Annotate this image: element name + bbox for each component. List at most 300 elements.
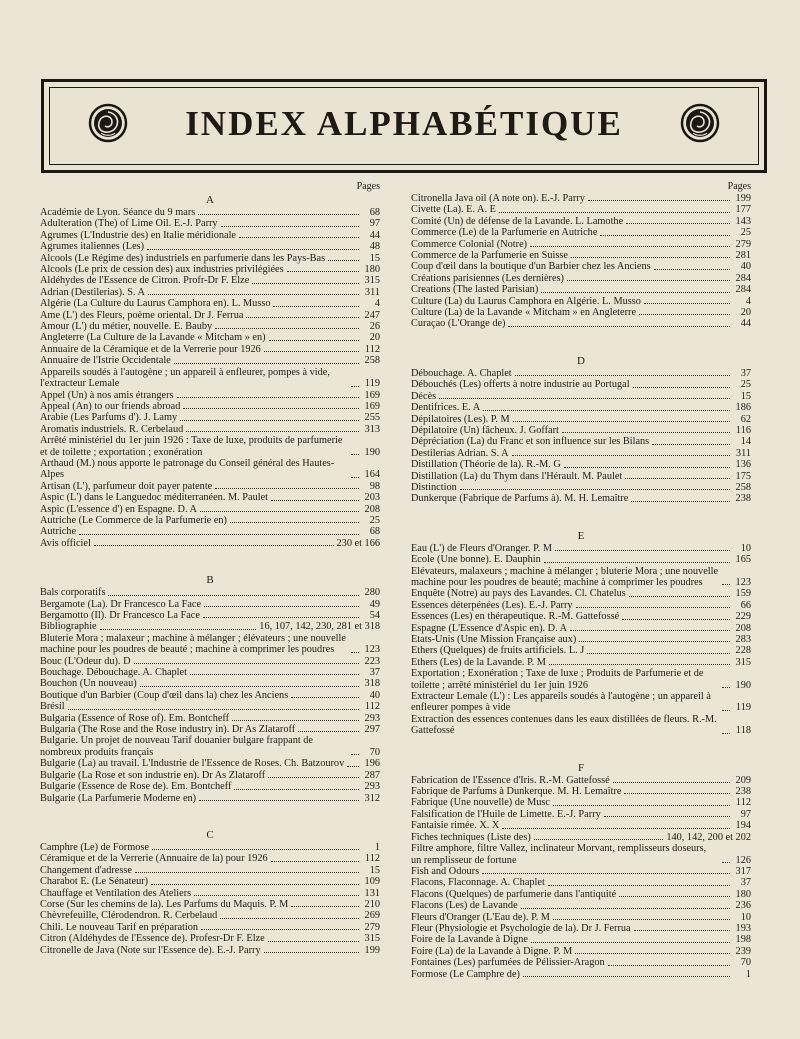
index-entry [411,877,751,888]
entry-page-number: 208 [364,503,380,515]
entry-title: Espagne (L'Essence d'Aspic en). D. A [411,622,568,634]
entry-title: Ame (L') des Fleurs, poème oriental. Dr J. Ferrua [40,309,244,321]
leader-dots [722,584,730,585]
entry-title: Bibliographie [40,621,97,633]
leader-dots [351,477,359,478]
entry-title: Annuaire de l'Istrie Occidentale [40,355,171,367]
entry-title: Formose (Le Camphre de) [411,968,520,980]
index-entry [411,668,751,691]
entry-page-number: 16, 107, 142, 230, 281 et 318 [259,621,380,633]
index-entry [40,633,380,656]
entry-title: Bulgaria (Essence of Rose of). Em. Bontcheff [40,712,230,724]
entry-title: Arabie (Les Parfums d'). J. Lamy [40,412,178,424]
leader-dots [135,872,359,873]
leader-dots [654,269,730,270]
leader-dots [575,953,730,954]
entry-title: Ecole (Une bonne). E. Dauphin [411,554,541,566]
index-entry [40,922,380,933]
leader-dots [239,237,359,238]
index-section [411,737,751,980]
entry-page-number: 49 [369,598,380,610]
entry-title: Dépilatoire (Un) fâcheux. J. Goffart [411,424,559,436]
entry-page-number: 37 [740,877,751,889]
entry-page-number: 311 [364,286,380,298]
entry-page-number: 4 [745,295,751,307]
leader-dots [548,885,730,886]
index-section [40,549,380,804]
leader-dots [151,884,359,885]
index-entry [40,621,380,632]
entry-page-number: 238 [735,493,751,505]
leader-dots [291,906,359,907]
index-entry [40,587,380,598]
entry-title: Dépilatoires (Les). P. M [411,413,510,425]
entry-title: Fiches techniques (Liste des) [411,831,531,843]
entry-title: Bulgaria (The Rose and the Rose industry in). Dr As Zlataroff [40,724,296,736]
entry-page-number: 164 [364,469,380,481]
entry-page-number: 230 et 166 [336,537,380,549]
entry-title: Chauffage et Ventilation des Ateliers [40,887,192,899]
section-letter: B [206,574,214,587]
entry-title: Bouchage. Débouchage. A. Chaplet [40,667,187,679]
entry-page-number: 126 [735,854,751,866]
entry-page-number: 280 [364,587,380,599]
entry-title: Coup d'œil dans la boutique d'un Barbier chez les Anciens [411,261,651,273]
leader-dots [273,306,359,307]
entry-page-number: 236 [735,900,751,912]
entry-title: Débouchés (Les) offerts à notre industrie au Portugal [411,379,630,391]
entry-page-number: 123 [364,644,380,656]
entry-title: Artisan (L'), parfumeur doit payer patente [40,480,213,492]
index-entry [411,216,751,227]
entry-page-number: 210 [364,898,380,910]
leader-dots [513,421,730,422]
entry-page-number: 97 [369,218,380,230]
index-entry [40,793,380,804]
index-entry [411,657,751,668]
leader-dots [186,431,359,432]
leader-dots [629,596,730,597]
index-entry [40,275,380,286]
entry-title: Essences (Les) en thérapeutique. R.-M. Gattefossé [411,611,620,623]
leader-dots [512,455,730,456]
leader-dots [351,386,359,387]
leader-dots [147,249,359,250]
entry-title: Extracteur Lemale (L') : Les appareils soudés à l'autogène ; un appareil à enfleurer pompes à vide [411,691,711,714]
index-entry [40,758,380,769]
leader-dots [722,733,730,734]
index-entry [411,204,751,215]
leader-dots [152,849,359,850]
leader-dots [639,314,730,315]
entry-title: Bergamote (La). Dr Francesco La Face [40,598,202,610]
index-entry [411,239,751,250]
leader-dots [174,363,359,364]
index-entry [40,701,380,712]
entry-title: Filtre amphore, filtre Vallez, inclinateur Morvant, remplisseurs doseurs, un remplisseur de fortune [411,843,707,866]
entry-page-number: 190 [735,679,751,691]
index-entry [411,611,751,622]
entry-page-number: 14 [740,436,751,448]
index-entry [411,832,751,843]
leader-dots [198,214,359,215]
leader-dots [291,697,359,698]
index-entry [40,865,380,876]
entry-page-number: 4 [374,298,380,310]
leader-dots [549,664,730,665]
index-entry [411,889,751,900]
index-section [40,193,380,549]
leader-dots [571,257,730,258]
index-entry [411,227,751,238]
entry-page-number: 68 [369,526,380,538]
entry-title: Bulgarie (La Parfumerie Moderne en) [40,792,197,804]
entry-page-number: 186 [735,402,751,414]
entry-title: Fleurs d'Oranger (L'Eau de). P. M [411,911,550,923]
entry-title: Autriche (Le Commerce de la Parfumerie en) [40,514,227,526]
index-entry [411,809,751,820]
leader-dots [622,619,730,620]
entry-page-number: 131 [364,887,380,899]
leader-dots [108,595,359,596]
entry-title: Enquête (Notre) au pays des Lavandes. Cl. Chatelus [411,588,626,600]
entry-page-number: 196 [364,758,380,770]
entry-title: Ethers (Quelques) de fruits artificiels. L. J [411,645,585,657]
leader-dots [587,653,730,654]
pages-header: Pages [356,181,380,192]
entry-title: Charabot E. (Le Sénateur) [40,876,149,888]
index-entry [40,412,380,423]
entry-title: Chili. Le nouveau Tarif en préparation [40,921,199,933]
leader-dots [523,976,730,977]
entry-page-number: 62 [740,413,751,425]
index-entry [40,538,380,549]
leader-dots [515,375,730,376]
entry-title: Bulgarie (La Rose et son industrie en). Dr As Zlataroff [40,769,266,781]
index-entry [40,770,380,781]
index-section [40,804,380,956]
leader-dots [644,303,730,304]
index-entry [40,424,380,435]
leader-dots [508,326,730,327]
leader-dots [553,805,730,806]
entry-title: Camphre (Le) de Formose [40,841,149,853]
index-entry [411,261,751,272]
index-entry [40,435,380,458]
entry-title: Agrumes (L'Industrie des) en Italie méridionale [40,229,236,241]
index-entry [411,425,751,436]
leader-dots [264,351,359,352]
index-entry [411,402,751,413]
entry-page-number: 284 [735,272,751,284]
index-entry [40,876,380,887]
leader-dots [180,420,359,421]
index-entry [40,910,380,921]
index-entry [411,969,751,980]
index-entry [40,599,380,610]
index-entry [40,735,380,758]
entry-page-number: 25 [740,379,751,391]
leader-dots [600,235,730,236]
entry-page-number: 258 [735,481,751,493]
entry-page-number: 175 [735,470,751,482]
entry-title: Corse (Sur les chemins de la). Les Parfums du Maquis. P. M [40,898,289,910]
entry-title: Essences déterpénées (Les). E.-J. Parry [411,599,573,611]
entry-title: Bluterie Mora ; malaxeur ; machine à mélanger ; élévateurs ; une nouvelle machine pour les poudres de beauté ; machine à comprimer les poudres [40,632,346,656]
page-title: INDEX ALPHABÉTIQUE [185,104,623,143]
index-entry [40,321,380,332]
title-banner [41,79,767,173]
leader-dots [531,942,730,943]
leader-dots [204,606,359,607]
leader-dots [230,522,359,523]
index-entry [411,634,751,645]
entry-page-number: 283 [735,634,751,645]
index-entry [40,526,380,537]
leader-dots [215,328,359,329]
entry-title: Falsification de l'Huile de Limette. E.-J. Parry [411,808,601,820]
leader-dots [541,292,730,293]
index-entry [40,332,380,343]
leader-dots [94,545,334,546]
leader-dots [199,800,359,801]
entry-title: Exportation ; Exonération ; Taxe de luxe ; Produits de Parfumerie et de toilette ; arrêté ministériel du 1er juin 1926 [411,668,704,691]
entry-page-number: 279 [364,921,380,933]
entry-title: Citronella Java oil (A note on). E.-J. Parry [411,193,585,204]
entry-page-number: 165 [735,554,751,566]
leader-dots [220,918,359,919]
leader-dots [215,488,359,489]
index-entry [40,253,380,264]
leader-dots [246,317,359,318]
index-entry [411,193,751,204]
entry-title: Fabrication de l'Essence d'Iris. R.-M. Gattefossé [411,774,610,786]
index-entry [40,355,380,366]
leader-dots [588,200,730,201]
index-entry [411,691,751,714]
entry-page-number: 15 [740,390,751,402]
index-column-left [40,180,380,956]
entry-title: Aldéhydes de l'Essence de Citron. Profr-Dr F. Elze [40,275,250,287]
entry-page-number: 112 [364,343,380,355]
entry-title: Appel (Un) à nos amis étrangers [40,389,174,401]
index-entry [411,273,751,284]
entry-page-number: 269 [364,910,380,922]
index-entry [40,945,380,956]
entry-title: Fabrique (Une nouvelle) de Musc [411,797,550,809]
index-section [411,193,751,330]
entry-page-number: 194 [735,820,751,832]
leader-dots [194,895,359,896]
index-entry [411,957,751,968]
entry-title: Curaçao (L'Orange de) [411,318,506,330]
leader-dots [579,641,730,642]
leader-dots [351,754,359,755]
leader-dots [530,246,730,247]
leader-dots [619,896,730,897]
leader-dots [722,862,730,863]
entry-title: Alcools (Le Régime des) industriels en parfumerie dans les Pays-Bas [40,252,326,264]
entry-page-number: 318 [364,678,380,690]
entry-page-number: 66 [740,599,751,611]
index-entry [40,492,380,503]
entry-page-number: 315 [735,656,751,668]
index-entry [411,318,751,329]
index-entry [411,775,751,786]
leader-dots [631,501,730,502]
entry-page-number: 1 [374,841,380,853]
entry-page-number: 40 [740,261,751,273]
index-entry [411,307,751,318]
index-entry [40,298,380,309]
index-entry [411,797,751,808]
index-entry [40,230,380,241]
index-entry [40,401,380,412]
entry-title: Céramique et de la Verrerie (Annuaire de la) pour 1926 [40,853,268,865]
leader-dots [328,260,359,261]
index-entry [40,656,380,667]
entry-page-number: 293 [364,781,380,793]
entry-page-number: 247 [364,309,380,321]
entry-title: Commerce (Le) de la Parfumerie en Autriche [411,227,598,239]
index-entry [40,287,380,298]
leader-dots [190,674,359,675]
entry-title: Aromatis industriels. R. Cerbelaud [40,423,184,435]
entry-title: Adulteration (The) of Lime Oil. E.-J. Parry [40,218,218,230]
entry-title: Bulgarie (Essence de Rose de). Em. Bontcheff [40,781,232,793]
index-entry [411,912,751,923]
entry-page-number: 284 [735,284,751,296]
entry-page-number: 281 [735,250,751,262]
entry-title: Arthaud (M.) nous apporte le patronage du Conseil général des Hautes-Alpes [40,457,335,481]
entry-page-number: 37 [369,667,380,679]
entry-title: Arrêté ministériel du 1er juin 1926 : Taxe de luxe, produits de parfumerie et de toilette ; exportation ; exonération [40,435,343,458]
index-entry [411,843,751,866]
entry-page-number: 223 [364,655,380,667]
leader-dots [624,793,730,794]
index-entry [411,414,751,425]
entry-page-number: 199 [735,193,751,204]
pages-header: Pages [727,181,751,192]
leader-dots [483,410,730,411]
entry-page-number: 15 [369,252,380,264]
entry-page-number: 123 [735,576,751,588]
leader-dots [608,965,730,966]
index-entry [411,588,751,599]
entry-title: Débouchage. A. Chaplet [411,367,512,379]
index-entry [40,390,380,401]
entry-page-number: 40 [369,689,380,701]
entry-title: Culture (La) de la Lavande « Mitcham » en Angleterre [411,307,637,319]
index-entry [411,554,751,565]
entry-title: Chèvrefeuille, Clérodendron. R. Cerbelaud [40,910,218,922]
leader-dots [351,454,359,455]
index-entry [411,820,751,831]
leader-dots [499,212,730,213]
entry-title: Fabrique de Parfums à Dunkerque. M. H. Lemaître [411,786,622,798]
leader-dots [68,709,359,710]
entry-title: Dépréciation (La) du Franc et son influence sur les Bilans [411,436,650,448]
leader-dots [79,534,359,535]
leader-dots [201,929,359,930]
index-section [411,330,751,505]
leader-dots [183,408,359,409]
entry-page-number: 112 [364,701,380,713]
entry-title: Fleur (Physiologie et Psychologie de la). Dr J. Ferrua [411,922,631,934]
entry-page-number: 136 [735,459,751,471]
entry-page-number: 10 [740,542,751,554]
rose-emblem-icon [680,103,720,143]
index-entry [411,482,751,493]
entry-title: Créations parisiennes (Les dernières) [411,272,564,284]
leader-dots [634,930,730,931]
index-entry [411,786,751,797]
index-entry [411,600,751,611]
entry-page-number: 37 [740,367,751,379]
entry-page-number: 239 [735,945,751,957]
entry-title: Culture (La) du Laurus Camphora en Algérie. L. Musso [411,295,641,307]
entry-page-number: 312 [364,792,380,804]
entry-title: Fantaisie rimée. X. X [411,820,500,832]
index-entry [40,853,380,864]
leader-dots [234,789,359,790]
entry-page-number: 228 [735,645,751,657]
entry-title: Bergamotto (Il). Dr Francesco La Face [40,610,200,621]
leader-dots [439,398,730,399]
index-entry [40,781,380,792]
entry-title: Distillation (La) du Thym dans l'Hérault. M. Paulet [411,470,623,482]
entry-title: Adrian (Destilerias). S. A [40,286,145,298]
entry-title: Appareils soudés à l'autogène ; un appareil à enfleurer, pompes à vide, l'extracteur Lemale [40,366,330,390]
entry-page-number: 112 [735,797,751,809]
leader-dots [200,511,359,512]
leader-dots [553,919,730,920]
leader-dots [298,731,359,732]
entry-page-number: 193 [735,922,751,934]
index-entry [40,888,380,899]
leader-dots [268,941,359,942]
leader-dots [544,562,730,563]
entry-title: Amour (L') du métier, nouvelle. E. Bauby [40,321,213,333]
entry-page-number: 209 [735,774,751,786]
entry-title: Flacons (Quelques) de parfumerie dans l'antiquité [411,888,617,900]
index-entry [411,566,751,589]
entry-title: Boutique d'un Barbier (Coup d'œil dans la) chez les Anciens [40,689,289,701]
leader-dots [482,873,730,874]
index-entry [411,379,751,390]
leader-dots [625,478,730,479]
entry-page-number: 68 [369,207,380,218]
entry-page-number: 238 [735,786,751,798]
entry-page-number: 293 [364,712,380,724]
entry-title: Dentifrices. E. A [411,402,481,414]
entry-page-number: 198 [735,934,751,946]
entry-page-number: 44 [369,229,380,241]
entry-page-number: 255 [364,412,380,424]
entry-title: Appeal (An) to our friends abroad [40,400,181,412]
entry-title: Distinction [411,481,457,493]
entry-page-number: 70 [369,746,380,758]
index-entry [40,310,380,321]
entry-title: Dunkerque (Fabrique de Parfums à). M. H. Lemaître [411,493,629,505]
entry-title: Comité (Un) de défense de la Lavande. L. Lamothe [411,215,624,227]
leader-dots [534,839,664,840]
leader-dots [351,652,359,653]
entry-page-number: 26 [369,321,380,333]
entry-title: Annuaire de la Céramique et de la Verrerie pour 1926 [40,343,261,355]
entry-page-number: 20 [369,332,380,344]
leader-dots [652,444,730,445]
